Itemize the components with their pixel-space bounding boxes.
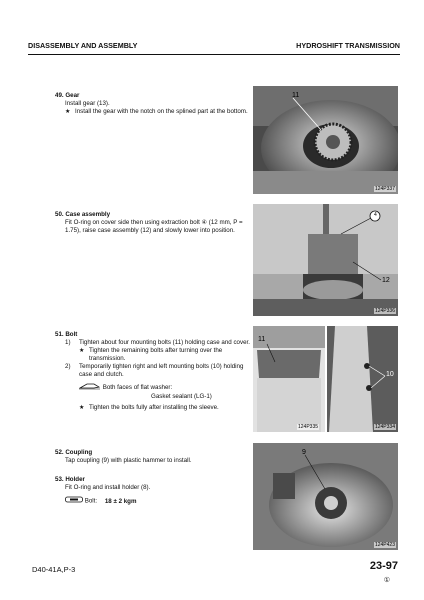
photo-coupling xyxy=(253,443,398,550)
star-icon: ★ xyxy=(79,347,85,354)
step-note: Install the gear with the notch on the splined part at the bottom. xyxy=(75,108,248,115)
callout-12: 12 xyxy=(382,277,390,284)
photo-code: 124P335 xyxy=(298,424,319,430)
step-title: Case assembly xyxy=(65,211,111,218)
step-title: Coupling xyxy=(65,449,93,456)
step-number: 53. xyxy=(55,476,64,483)
page-header xyxy=(28,40,400,55)
bolt-label: Bolt: xyxy=(84,497,98,505)
gasket-label: Both faces of flat washer: xyxy=(102,384,173,392)
revision-mark: ① xyxy=(383,577,390,584)
item-number: 2) xyxy=(65,363,71,370)
step-title: Holder xyxy=(65,476,85,483)
item-note: Tighten the remaining bolts after turning over the transmission. xyxy=(89,347,223,362)
step-number: 50. xyxy=(55,211,64,218)
step-51 xyxy=(55,331,250,412)
sealant-tube-icon xyxy=(79,382,101,393)
step-49 xyxy=(55,92,250,116)
callout-4: 4 xyxy=(374,212,377,218)
star-icon: ★ xyxy=(79,404,85,411)
photo-code: 124P337 xyxy=(374,186,395,192)
item-number: 1) xyxy=(65,339,71,346)
step-number: 52. xyxy=(55,449,64,456)
step-52 xyxy=(55,449,250,465)
photo-gear xyxy=(253,86,398,194)
header-left: DISASSEMBLY AND ASSEMBLY xyxy=(28,41,138,50)
item-text: Tighten about four mounting bolts (11) holding case and cover. xyxy=(79,339,250,346)
header-right: HYDROSHIFT TRANSMISSION xyxy=(296,41,400,50)
page-number: 23-97 xyxy=(369,560,398,572)
step-50 xyxy=(55,211,250,235)
callout-11: 11 xyxy=(258,336,266,343)
step-title: Bolt xyxy=(65,331,78,338)
photo-code: 124P334 xyxy=(374,424,395,430)
step-title: Gear xyxy=(65,92,80,99)
step-text: Fit O-ring on cover side then using extraction bolt ④ (12 mm, P = 1.75), raise case assembly (12) and slowly lower into position. xyxy=(65,219,243,234)
step-53 xyxy=(55,476,250,506)
step-number: 51. xyxy=(55,331,64,338)
photo-bolt-11 xyxy=(253,326,325,432)
wrench-icon xyxy=(65,496,83,506)
footer-model: D40-41A,P-3 xyxy=(32,565,76,574)
photo-bolt-10 xyxy=(327,326,398,432)
step-text: Tap coupling (9) with plastic hammer to install. xyxy=(65,457,192,464)
bolt-torque: 18 ± 2 kgm xyxy=(104,497,137,505)
item-note: Tighten the bolts fully after installing the sleeve. xyxy=(89,404,219,411)
callout-11: 11 xyxy=(292,92,300,99)
photo-case-assembly xyxy=(253,204,398,316)
step-number: 49. xyxy=(55,92,64,99)
callout-9: 9 xyxy=(302,449,306,456)
gasket-value: Gasket sealant (LG-1) xyxy=(151,393,212,400)
step-text: Install gear (13). xyxy=(65,100,110,107)
callout-10: 10 xyxy=(386,371,394,378)
photo-code: 124P336 xyxy=(374,308,395,314)
item-text: Temporarily tighten right and left mounting bolts (10) holding case and clutch. xyxy=(79,363,244,378)
star-icon: ★ xyxy=(65,108,71,115)
step-text: Fit O-ring and install holder (8). xyxy=(65,484,151,491)
photo-code: 124P423 xyxy=(374,542,395,548)
